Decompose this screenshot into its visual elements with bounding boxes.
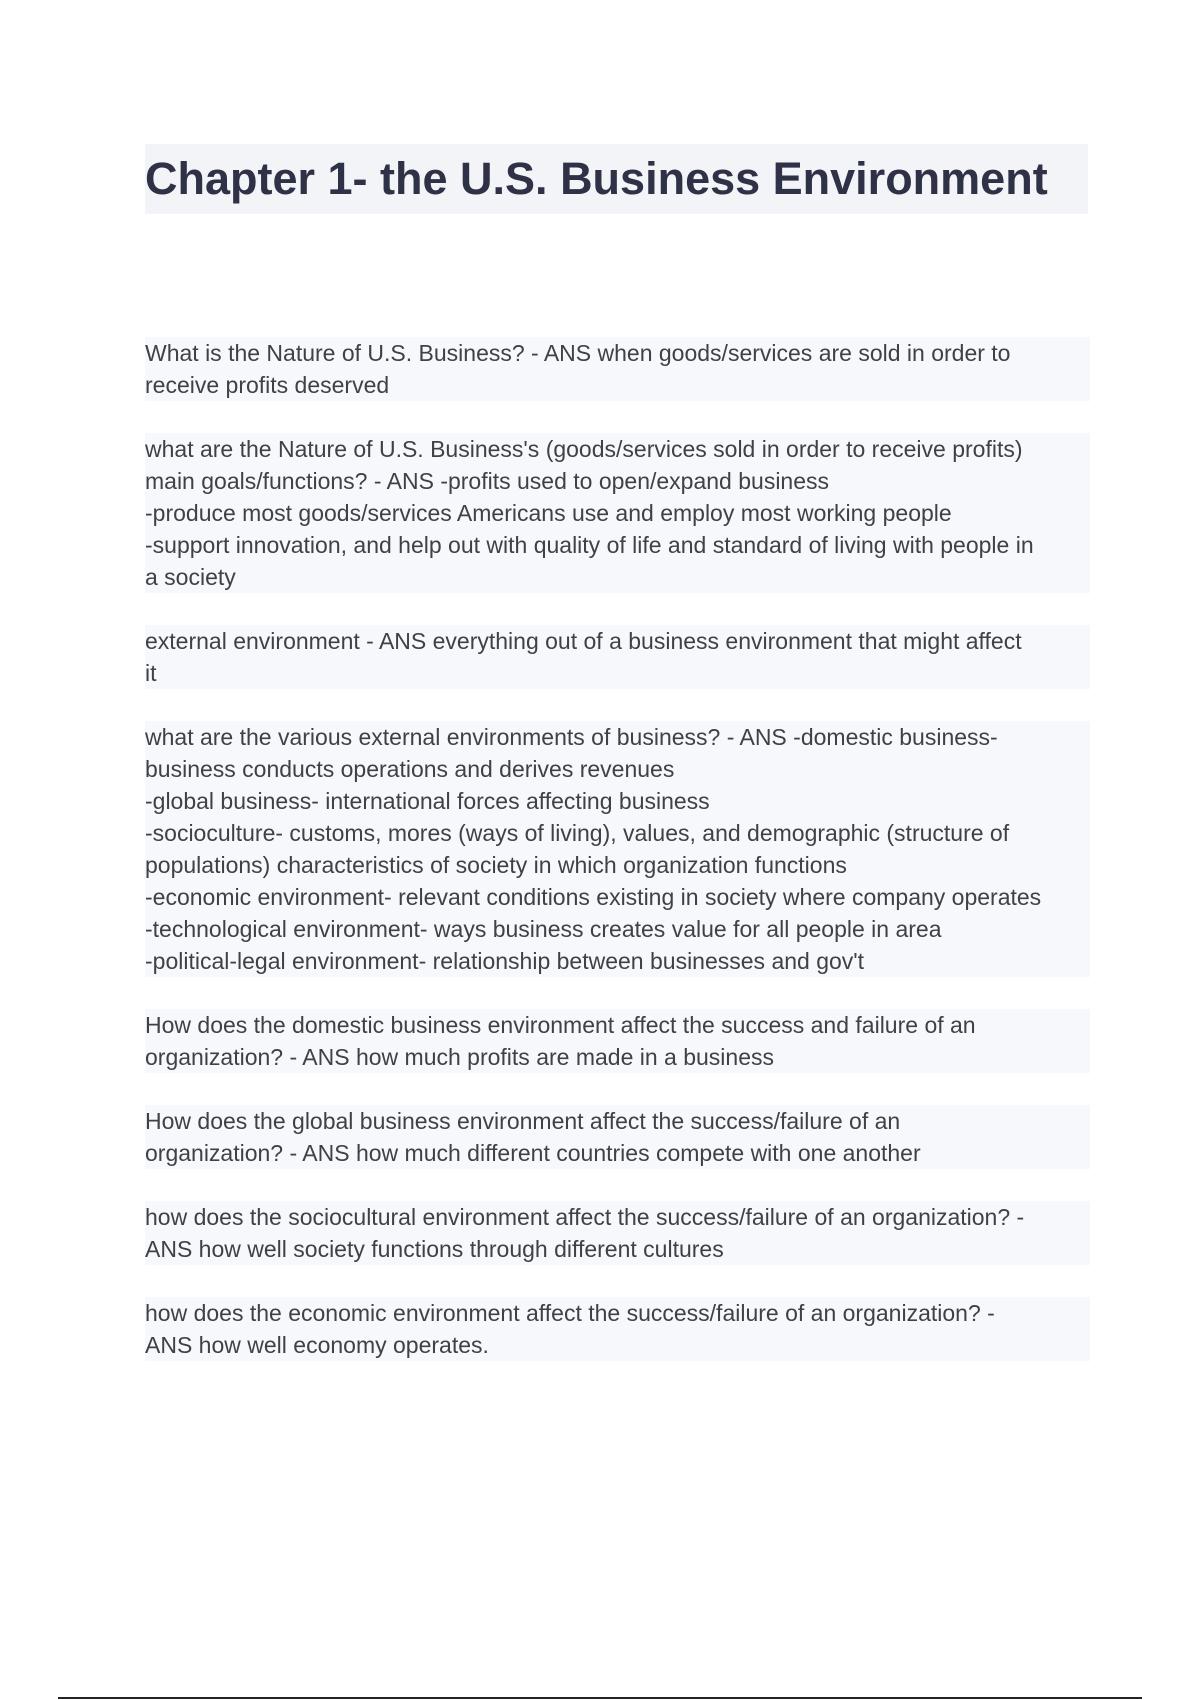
- footer-rule: [58, 1697, 1142, 1699]
- qa-line: external environment - ANS everything out of a business environment that might affect: [145, 625, 1090, 657]
- qa-line: ANS how well economy operates.: [145, 1329, 1090, 1361]
- qa-line: what are the various external environments of business? - ANS -domestic business-: [145, 721, 1090, 753]
- qa-item: [145, 337, 1090, 401]
- qa-line: organization? - ANS how much different countries compete with one another: [145, 1137, 1090, 1169]
- qa-line: business conducts operations and derives revenues: [145, 753, 1090, 785]
- qa-item: [145, 1105, 1090, 1169]
- qa-item: [145, 433, 1090, 593]
- qa-line: ANS how well society functions through different cultures: [145, 1233, 1090, 1265]
- qa-line: How does the global business environment affect the success/failure of an: [145, 1105, 1090, 1137]
- qa-item: [145, 1297, 1090, 1361]
- qa-line: -produce most goods/services Americans use and employ most working people: [145, 497, 1090, 529]
- qa-list: [145, 337, 1090, 1393]
- qa-line: what are the Nature of U.S. Business's (goods/services sold in order to receive profits): [145, 433, 1090, 465]
- qa-line: how does the economic environment affect the success/failure of an organization? -: [145, 1297, 1090, 1329]
- qa-line: -technological environment- ways business creates value for all people in area: [145, 913, 1090, 945]
- qa-line: populations) characteristics of society in which organization functions: [145, 849, 1090, 881]
- qa-line: -economic environment- relevant conditions existing in society where company operates: [145, 881, 1090, 913]
- qa-line: a society: [145, 561, 1090, 593]
- qa-line: -global business- international forces affecting business: [145, 785, 1090, 817]
- qa-item: [145, 1009, 1090, 1073]
- title-block: [145, 144, 1088, 214]
- page-title: Chapter 1- the U.S. Business Environment: [145, 153, 1048, 204]
- qa-line: organization? - ANS how much profits are made in a business: [145, 1041, 1090, 1073]
- qa-item: [145, 1201, 1090, 1265]
- qa-line: it: [145, 657, 1090, 689]
- qa-line: -political-legal environment- relationship between businesses and gov't: [145, 945, 1090, 977]
- qa-item: [145, 721, 1090, 977]
- qa-line: How does the domestic business environment affect the success and failure of an: [145, 1009, 1090, 1041]
- qa-line: What is the Nature of U.S. Business? - ANS when goods/services are sold in order to: [145, 337, 1090, 369]
- qa-line: -socioculture- customs, mores (ways of living), values, and demographic (structure of: [145, 817, 1090, 849]
- qa-item: [145, 625, 1090, 689]
- qa-line: receive profits deserved: [145, 369, 1090, 401]
- qa-line: -support innovation, and help out with quality of life and standard of living with people in: [145, 529, 1090, 561]
- qa-line: main goals/functions? - ANS -profits used to open/expand business: [145, 465, 1090, 497]
- qa-line: how does the sociocultural environment affect the success/failure of an organization? -: [145, 1201, 1090, 1233]
